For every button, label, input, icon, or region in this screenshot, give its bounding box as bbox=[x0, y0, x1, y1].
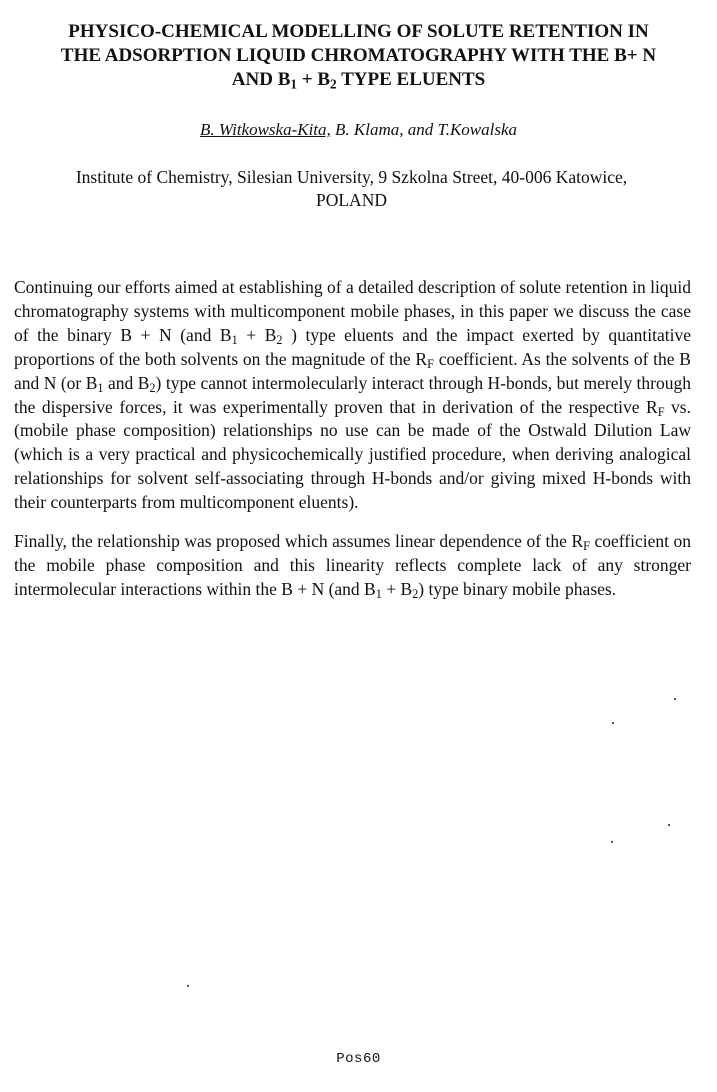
author-list bbox=[0, 120, 717, 140]
scan-speck bbox=[668, 824, 670, 826]
paper-title bbox=[10, 20, 707, 92]
scan-speck bbox=[187, 985, 189, 987]
presenting-author: B. Witkowska-Kita, bbox=[199, 120, 331, 139]
scan-speck bbox=[612, 722, 614, 724]
title-line-1: PHYSICO-CHEMICAL MODELLING OF SOLUTE RETENTION IN bbox=[68, 21, 649, 42]
poster-code: Pos60 bbox=[336, 1051, 381, 1067]
affiliation bbox=[14, 166, 689, 212]
scan-speck bbox=[674, 698, 676, 700]
affiliation-line-2: POLAND bbox=[316, 190, 387, 210]
co-authors: B. Klama, and T.Kowalska bbox=[330, 120, 518, 139]
abstract bbox=[14, 276, 691, 617]
title-line-3: AND $B_1 + B_2$ TYPE ELUENTS bbox=[231, 69, 486, 92]
scan-speck bbox=[611, 841, 613, 843]
abstract-paragraph-2: Finally, the relationship was proposed which assumes linear dependence of the $R_F$ coefficient on the mobile phase composition and this linearity reflects complete lack of any stronger intermolecular interactions within the B + N (and $B_1 + B_2$) type binary mobile phases. bbox=[14, 531, 691, 601]
abstract-paragraph-1: Continuing our efforts aimed at establishing of a detailed description of solute retention in liquid chromatography systems with multicomponent mobile phases, in this paper we discuss the case of the binary B + N (and $B_1 + B_2$ ) type eluents and the impact exerted by quantitative proportions of the both solvents on the magnitude of the $R_F$ coefficient. As the solvents of the B and N (or $B_1$ and $B_2$) type cannot intermolecularly interact through H-bonds, but merely through the dispersive forces, it was experimentally proven that in derivation of the respective $R_F$ vs. (mobile phase composition) relationships no use can be made of the Ostwald Dilution Law (which is a very practical and physicochemically justified procedure, when deriving analogical relationships for solvent self-associating through H-bonds and/or giving mixed H-bonds with their counterparts from multicomponent eluents). bbox=[14, 277, 691, 513]
affiliation-line-1: Institute of Chemistry, Silesian University, 9 Szkolna Street, 40-006 Katowice, bbox=[75, 167, 628, 187]
title-line-2: THE ADSORPTION LIQUID CHROMATOGRAPHY WITH THE B+ N bbox=[60, 45, 657, 66]
